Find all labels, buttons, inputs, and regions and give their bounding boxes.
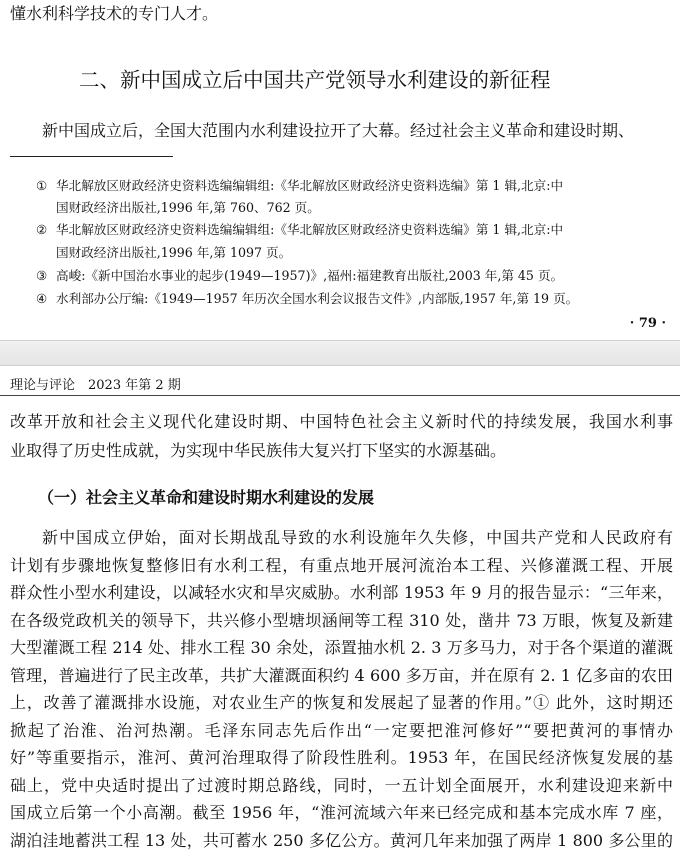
footnote-mark: ④ <box>36 291 48 306</box>
footnote-mark: ③ <box>36 268 48 283</box>
paragraph-line: 上，改善了灌溉排水设施，对农业生产的恢复和发展起了显著的作用。”① 此外，这时期还 <box>10 693 673 712</box>
top-line: 懂水利科学技术的专门人才。 <box>10 4 219 23</box>
footnote-rule <box>10 156 173 157</box>
paragraph-line: 掀起了治淮、治河热潮。毛泽东同志先后作出“一定要把淮河修好”“要把黄河的事情办 <box>10 721 673 740</box>
paragraph-line: 国成立后第一个小高潮。截至 1956 年，“淮河流域六年来已经完成和基本完成水库 7 座， <box>10 803 673 822</box>
section-heading: 二、新中国成立后中国共产党领导水利建设的新征程 <box>79 68 551 92</box>
subheading: （一）社会主义革命和建设时期水利建设的发展 <box>38 488 375 507</box>
footnote-text: 华北解放区财政经济史资料选编编辑组:《华北解放区财政经济史资料选编》第 1 辑,北京:中 <box>56 222 564 237</box>
paragraph-line: 大型灌溉工程 214 处、排水工程 30 余处，添置抽水机 2. 3 万多马力，对于各个渠道的灌溉 <box>10 638 673 657</box>
paragraph-line: 在各级党政机关的领导下，共兴修小型塘坝涵闸等工程 310 处，凿井 73 万眼，恢复及新建 <box>10 611 673 630</box>
footnote-1 <box>36 178 563 194</box>
footnote-mark: ② <box>36 222 48 237</box>
running-head: 理论与评论 2023 年第 2 期 <box>10 378 181 393</box>
section-intro: 新中国成立后，全国大范围内水利建设拉开了大幕。经过社会主义革命和建设时期、 <box>42 121 635 140</box>
footnote-2 <box>36 222 563 238</box>
continuation-line-2: 业取得了历史性成就，为实现中华民族伟大复兴打下坚实的水源基础。 <box>10 441 507 460</box>
footnote-3 <box>36 268 563 284</box>
paragraph-line: 管理，普遍进行了民主改革，共扩大灌溉面积约 4 600 多万亩，并在原有 2. 1 亿多亩的农田 <box>10 666 673 685</box>
page-separator <box>0 340 680 366</box>
footnote-2-cont: 国财政经济出版社,1996 年,第 1097 页。 <box>56 245 292 260</box>
footnote-1-cont: 国财政经济出版社,1996 年,第 760、762 页。 <box>56 200 320 215</box>
paragraph-line: 计划有步骤地恢复整修旧有水利工程，有重点地开展河流治本工程、兴修灌溉工程、开展 <box>10 556 673 575</box>
running-head-rule <box>0 395 680 396</box>
paragraph-line: 好”等重要指示，淮河、黄河治理取得了阶段性胜利。1953 年，在国民经济恢复发展的基 <box>10 748 673 767</box>
continuation-line-1: 改革开放和社会主义现代化建设时期、中国特色社会主义新时代的持续发展，我国水利事 <box>10 412 673 431</box>
page-number: · 79 · <box>629 316 666 331</box>
footnote-text: 水利部办公厅编:《1949—1957 年历次全国水利会议报告文件》,内部版,1957 年,第 19 页。 <box>56 291 579 306</box>
previous-page <box>0 0 680 340</box>
paragraph-line: 湖泊洼地蓄洪工程 13 处，共可蓄水 250 多亿公方。黄河几年来加强了两岸 1 800 多公里的 <box>10 831 673 850</box>
footnote-mark: ① <box>36 178 48 193</box>
paragraph-line: 新中国成立伊始，面对长期战乱导致的水利设施年久失修，中国共产党和人民政府有 <box>42 528 673 547</box>
paragraph-line: 础上，党中央适时提出了过渡时期总路线，同时，一五计划全面展开，水利建设迎来新中 <box>10 776 673 795</box>
footnote-text: 高峻:《新中国治水事业的起步(1949—1957)》,福州:福建教育出版社,2003 年,第 45 页。 <box>56 268 564 283</box>
footnote-4 <box>36 291 578 307</box>
footnote-text: 华北解放区财政经济史资料选编编辑组:《华北解放区财政经济史资料选编》第 1 辑,北京:中 <box>56 178 564 193</box>
paragraph-line: 群众性小型水利建设，以减轻水灾和旱灾威胁。水利部 1953 年 9 月的报告显示：“三年来， <box>10 583 673 602</box>
